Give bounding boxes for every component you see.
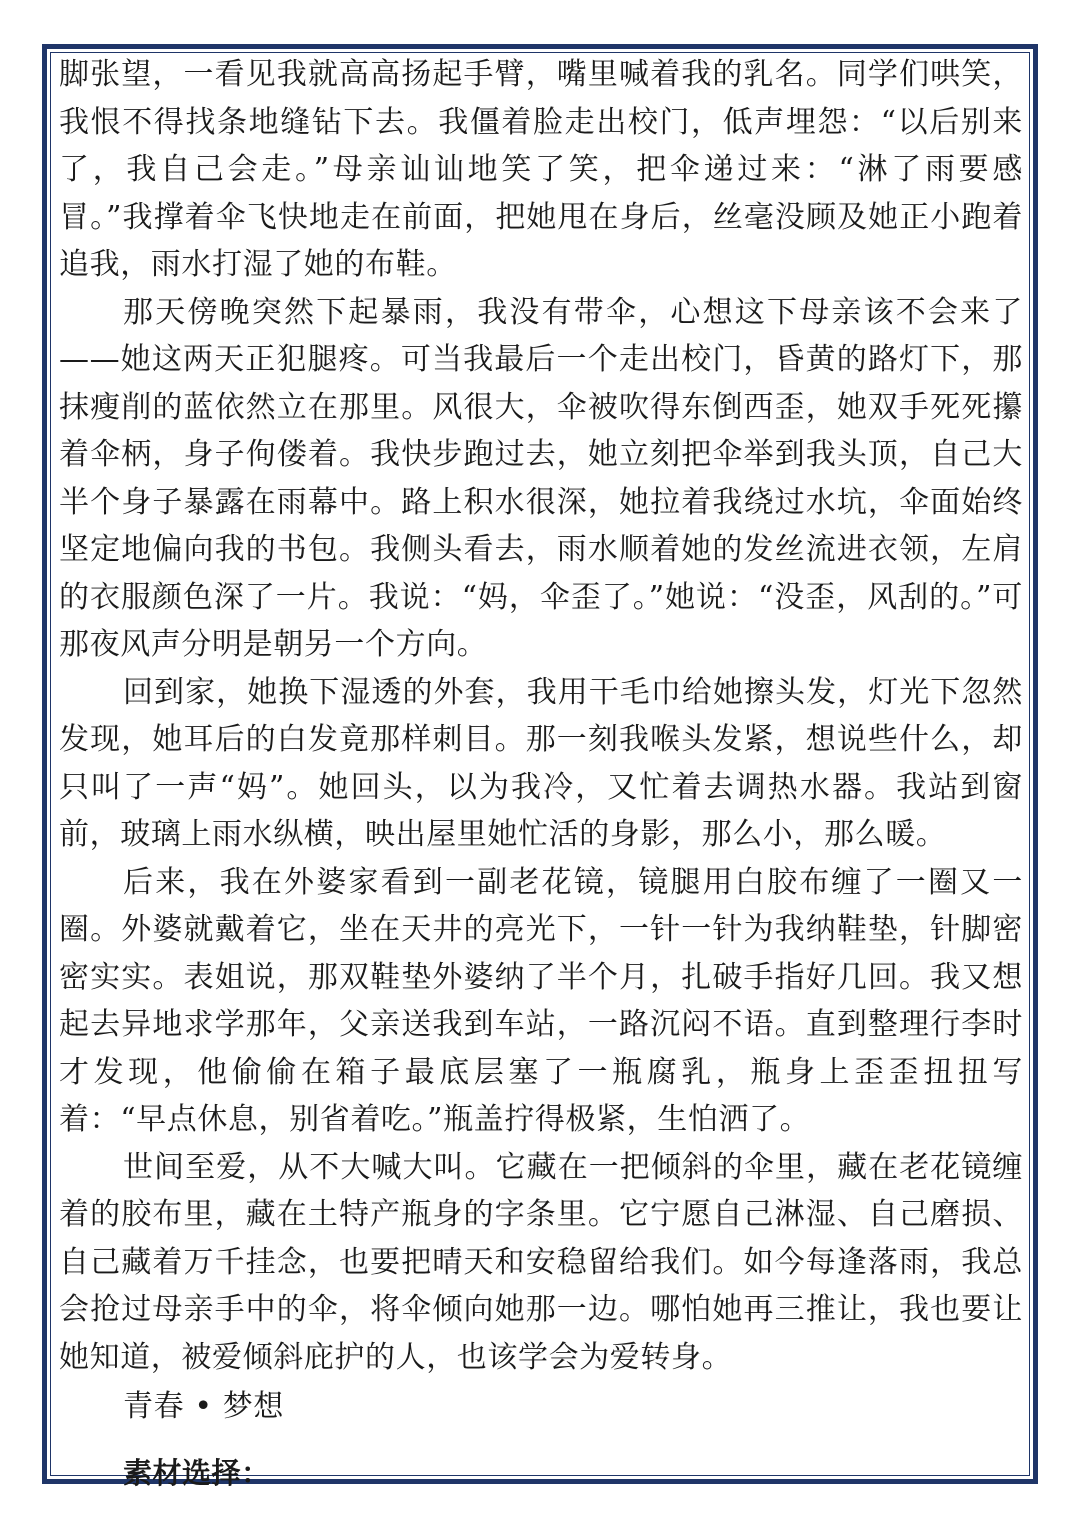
section-heading: 素材选择： — [123, 1455, 271, 1490]
article-body — [59, 51, 1023, 1493]
paragraph-home: 回到家，她换下湿透的外套，我用干毛巾给她擦头发，灯光下忽然发现，她耳后的白发竟那样刺目。那一刻我喉头发紧，想说些什么，却只叫了一声“妈”。她回头，以为我冷，又忙着去调热水器。我站到窗前，玻璃上雨水纵横，映出屋里她忙活的身影，那么小，那么暖。 — [59, 674, 1023, 852]
paragraph-grandmother-father: 后来，我在外婆家看到一副老花镜，镜腿用白胶布缠了一圈又一圈。外婆就戴着它，坐在天井的亮光下，一针一针为我纳鞋垫，针脚密密实实。表姐说，那双鞋垫外婆纳了半个月，扎破手指好几回。我又想起去异地求学那年，父亲送我到车站，一路沉闷不语。直到整理行李时才发现，他偷偷在箱子最底层塞了一瓶腐乳，瓶身上歪歪扭扭写着：“早点休息，别省着吃。”瓶盖拧得极紧，生怕洒了。 — [59, 864, 1023, 1137]
theme-caption: 青春 • 梦想 — [123, 1389, 284, 1424]
paragraph-conclusion: 世间至爱，从不大喊大叫。它藏在一把倾斜的伞里，藏在老花镜缠着的胶布里，藏在土特产瓶身的字条里。它宁愿自己淋湿、自己磨损、自己藏着万千挂念，也要把晴天和安稳留给我们。如今每逢落雨，我总会抢过母亲手中的伞，将伞倾向她那一边。哪怕她再三推让，我也要让她知道，被爱倾斜庇护的人，也该学会为爱转身。 — [59, 1149, 1023, 1375]
page-border-frame — [42, 44, 1038, 1490]
paragraph-rainstorm: 那天傍晚突然下起暴雨，我没有带伞，心想这下母亲该不会来了——她这两天正犯腿疼。可当我最后一个走出校门，昏黄的路灯下，那抹瘦削的蓝依然立在那里。风很大，伞被吹得东倒西歪，她双手死死攥着伞柄，身子佝偻着。我快步跑过去，她立刻把伞举到我头顶，自己大半个身子暴露在雨幕中。路上积水很深，她拉着我绕过水坑，伞面始终坚定地偏向我的书包。我侧头看去，雨水顺着她的发丝流进衣领，左肩的衣服颜色深了一片。我说：“妈，伞歪了。”她说：“没歪，风刮的。”可那夜风声分明是朝另一个方向。 — [59, 294, 1023, 662]
paragraph-continued: 脚张望，一看见我就高高扬起手臂，嘴里喊着我的乳名。同学们哄笑，我恨不得找条地缝钻下去。我僵着脸走出校门，低声埋怨：“以后别来了，我自己会走。”母亲讪讪地笑了笑，把伞递过来：“淋了雨要感冒。”我撑着伞飞快地走在前面，把她甩在身后，丝毫没顾及她正小跑着追我，雨水打湿了她的布鞋。 — [59, 57, 1023, 282]
